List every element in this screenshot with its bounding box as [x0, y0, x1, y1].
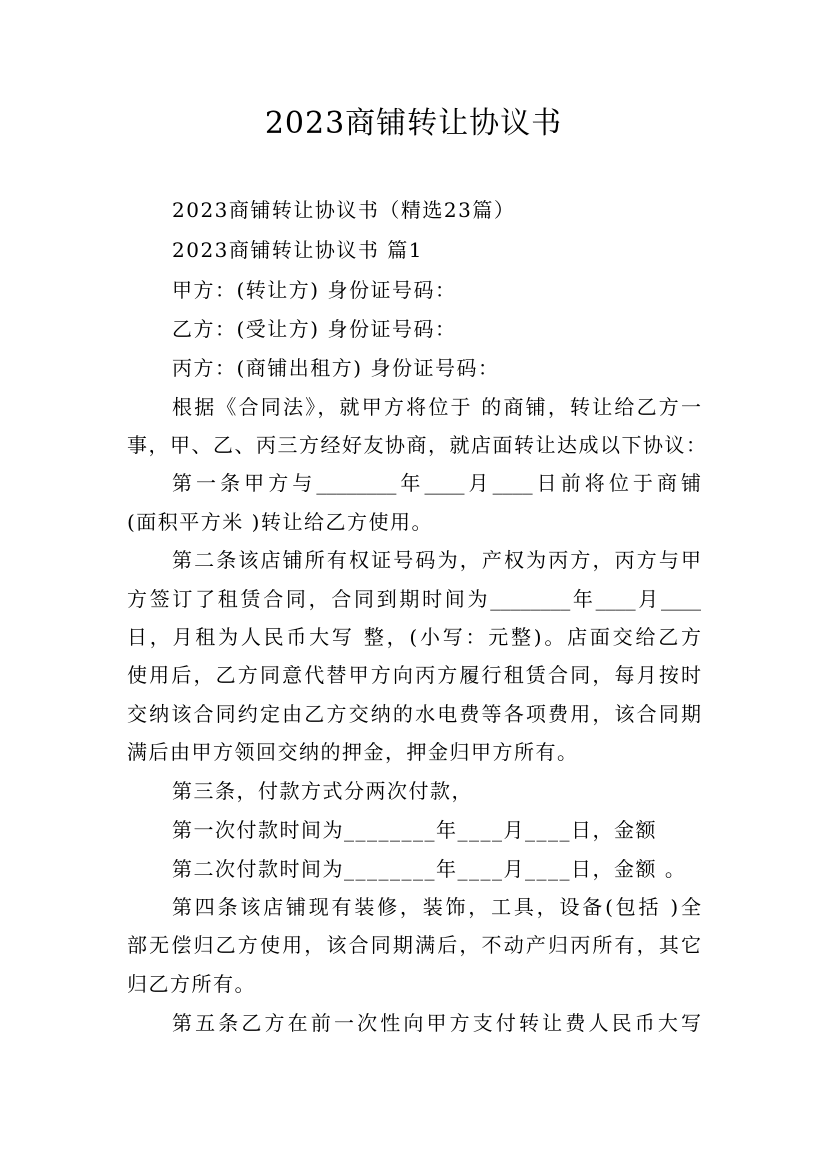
- article-1-line: (面积平方米 )转让给乙方使用。: [127, 510, 433, 534]
- article-4-line: 部无偿归乙方使用，该合同期满后，不动产归丙所有，其它: [127, 933, 701, 957]
- article-4-line: 第四条该店铺现有装修，装饰，工具，设备(包括 )全: [172, 895, 701, 919]
- article-2-line: 日，月租为人民币大写 整，(小写：元整)。店面交给乙方: [127, 625, 701, 649]
- section-heading: 2023商铺转让协议书 篇1: [172, 238, 423, 262]
- article-2-line: 方签订了租赁合同，合同到期时间为________年____月____: [127, 587, 701, 611]
- payment-1-line: 第一次付款时间为________年____月____日，金额: [172, 818, 657, 842]
- party-b-line: 乙方：(受让方) 身份证号码：: [172, 317, 457, 341]
- article-2-line: 第二条该店铺所有权证号码为，产权为丙方，丙方与甲: [172, 548, 701, 572]
- document-title: 2023商铺转让协议书: [264, 106, 563, 141]
- party-a-line: 甲方：(转让方) 身份证号码：: [172, 278, 457, 302]
- article-3-line: 第三条，付款方式分两次付款，: [172, 779, 473, 803]
- article-5-line: 第五条乙方在前一次性向甲方支付转让费人民币大写: [172, 1011, 701, 1035]
- paragraph-line: 根据《合同法》，就甲方将位于 的商铺，转让给乙方一: [172, 395, 701, 419]
- article-4-line: 归乙方所有。: [127, 972, 256, 996]
- doc-subtitle: 2023商铺转让协议书（精选23篇）: [172, 198, 516, 222]
- paragraph-line: 事，甲、乙、丙三方经好友协商，就店面转让达成以下协议：: [127, 433, 708, 457]
- payment-2-line: 第二次付款时间为________年____月____日，金额 。: [172, 857, 687, 881]
- article-2-line: 交纳该合同约定由乙方交纳的水电费等各项费用，该合同期: [127, 702, 701, 726]
- article-2-line: 使用后，乙方同意代替甲方向丙方履行租赁合同，每月按时: [127, 663, 701, 687]
- party-c-line: 丙方：(商铺出租方) 身份证号码：: [172, 356, 500, 380]
- article-1-line: 第一条甲方与________年____月____日前将位于商铺: [172, 471, 701, 495]
- article-2-line: 满后由甲方领回交纳的押金，押金归甲方所有。: [127, 740, 579, 764]
